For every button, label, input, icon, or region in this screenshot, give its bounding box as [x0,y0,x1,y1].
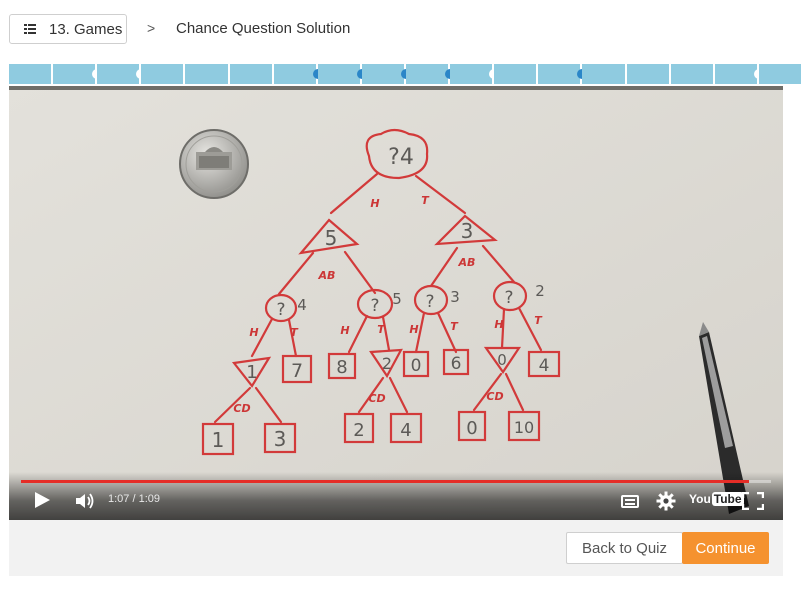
level2-branch-label-7: H [494,318,504,331]
continue-button[interactable]: Continue [682,532,769,564]
level3-value-5: 0 [410,356,422,376]
level3-value-7: 0 [497,351,507,369]
level2-branch-label-3: H [340,324,350,337]
youtube-logo[interactable] [689,492,744,506]
lesson-progress-bar [9,64,801,84]
root-label: ?4 [388,145,414,170]
progress-segment[interactable] [318,64,362,84]
chance-node-2: ? [370,296,380,316]
back-to-quiz-button[interactable]: Back to Quiz [566,532,683,564]
level2-branch-label-8: T [534,314,542,327]
lesson-label: 13. Games [49,20,123,38]
level2-branch-label-6: T [450,320,458,333]
video-scrubber-fill [21,480,749,483]
chance-value-1: 4 [297,296,307,314]
fullscreen-icon[interactable] [742,492,764,510]
level3-value-2: 7 [290,360,304,382]
progress-segment[interactable] [759,64,801,84]
chance-node-3: ? [425,292,435,312]
level1-branch-label-2: AB [458,256,476,269]
progress-segment[interactable] [450,64,494,84]
lesson-header [0,0,801,62]
breadcrumb-separator: > [147,20,156,36]
list-icon [24,24,36,34]
chance-value-2: 5 [392,290,402,308]
level3-branch-label-2: CD [368,392,386,405]
chance-node-4: ? [504,288,514,308]
progress-segment[interactable] [230,64,274,84]
video-time-display: 1:07 / 1:09 [108,493,160,505]
nickel-coin-image [180,130,248,198]
progress-segment[interactable] [141,64,185,84]
level3-value-4: 2 [381,354,393,373]
video-player[interactable] [9,86,783,520]
board-top-edge [9,86,783,90]
level2-branch-label-1: H [249,326,259,339]
video-scrubber[interactable] [21,480,771,483]
leaf-value-1: 1 [211,428,225,452]
level3-value-1: 1 [246,362,258,383]
leaf-value-3: 2 [353,420,365,441]
progress-segment[interactable] [494,64,538,84]
progress-segment[interactable] [362,64,406,84]
youtube-logo-tube: Tube [713,492,742,506]
lesson-menu-button[interactable] [9,14,127,44]
level3-branch-label-3: CD [486,390,504,403]
progress-segment[interactable] [627,64,671,84]
progress-segment[interactable] [274,64,318,84]
level3-branch-label-1: CD [233,402,251,415]
level2-branch-label-2: T [290,326,298,339]
level2-branch-label-5: H [409,323,419,336]
level3-value-6: 6 [450,354,462,374]
level3-value-8: 4 [538,356,550,376]
branch-label-h: H [370,197,380,210]
progress-segment[interactable] [97,64,141,84]
progress-segment[interactable] [406,64,450,84]
progress-segment[interactable] [9,64,53,84]
lesson-footer [9,520,783,576]
subtitles-icon[interactable] [621,495,639,508]
level1-left-value: 5 [324,226,338,250]
progress-segment[interactable] [538,64,582,84]
progress-segment[interactable] [53,64,97,84]
progress-segment[interactable] [715,64,759,84]
gear-icon[interactable] [656,491,676,511]
level3-value-3: 8 [336,357,348,378]
progress-segment[interactable] [185,64,229,84]
progress-segment[interactable] [671,64,715,84]
level1-branch-label-1: AB [318,269,336,282]
youtube-logo-you: You [689,492,711,506]
branch-label-t: T [421,194,429,207]
level1-right-value: 3 [460,219,474,243]
chance-value-3: 3 [450,288,460,306]
video-controls [9,472,783,520]
leaf-value-4: 4 [400,420,412,441]
leaf-value-5: 0 [466,418,478,439]
chance-value-4: 2 [535,282,545,300]
leaf-value-6: 10 [513,418,535,437]
volume-icon[interactable] [75,492,95,510]
level2-branch-label-4: T [377,323,385,336]
video-frame [9,86,783,520]
progress-segment[interactable] [582,64,626,84]
play-icon[interactable] [35,492,50,508]
chance-node-1: ? [276,300,286,320]
leaf-value-2: 3 [273,427,287,451]
page-title: Chance Question Solution [176,20,351,37]
